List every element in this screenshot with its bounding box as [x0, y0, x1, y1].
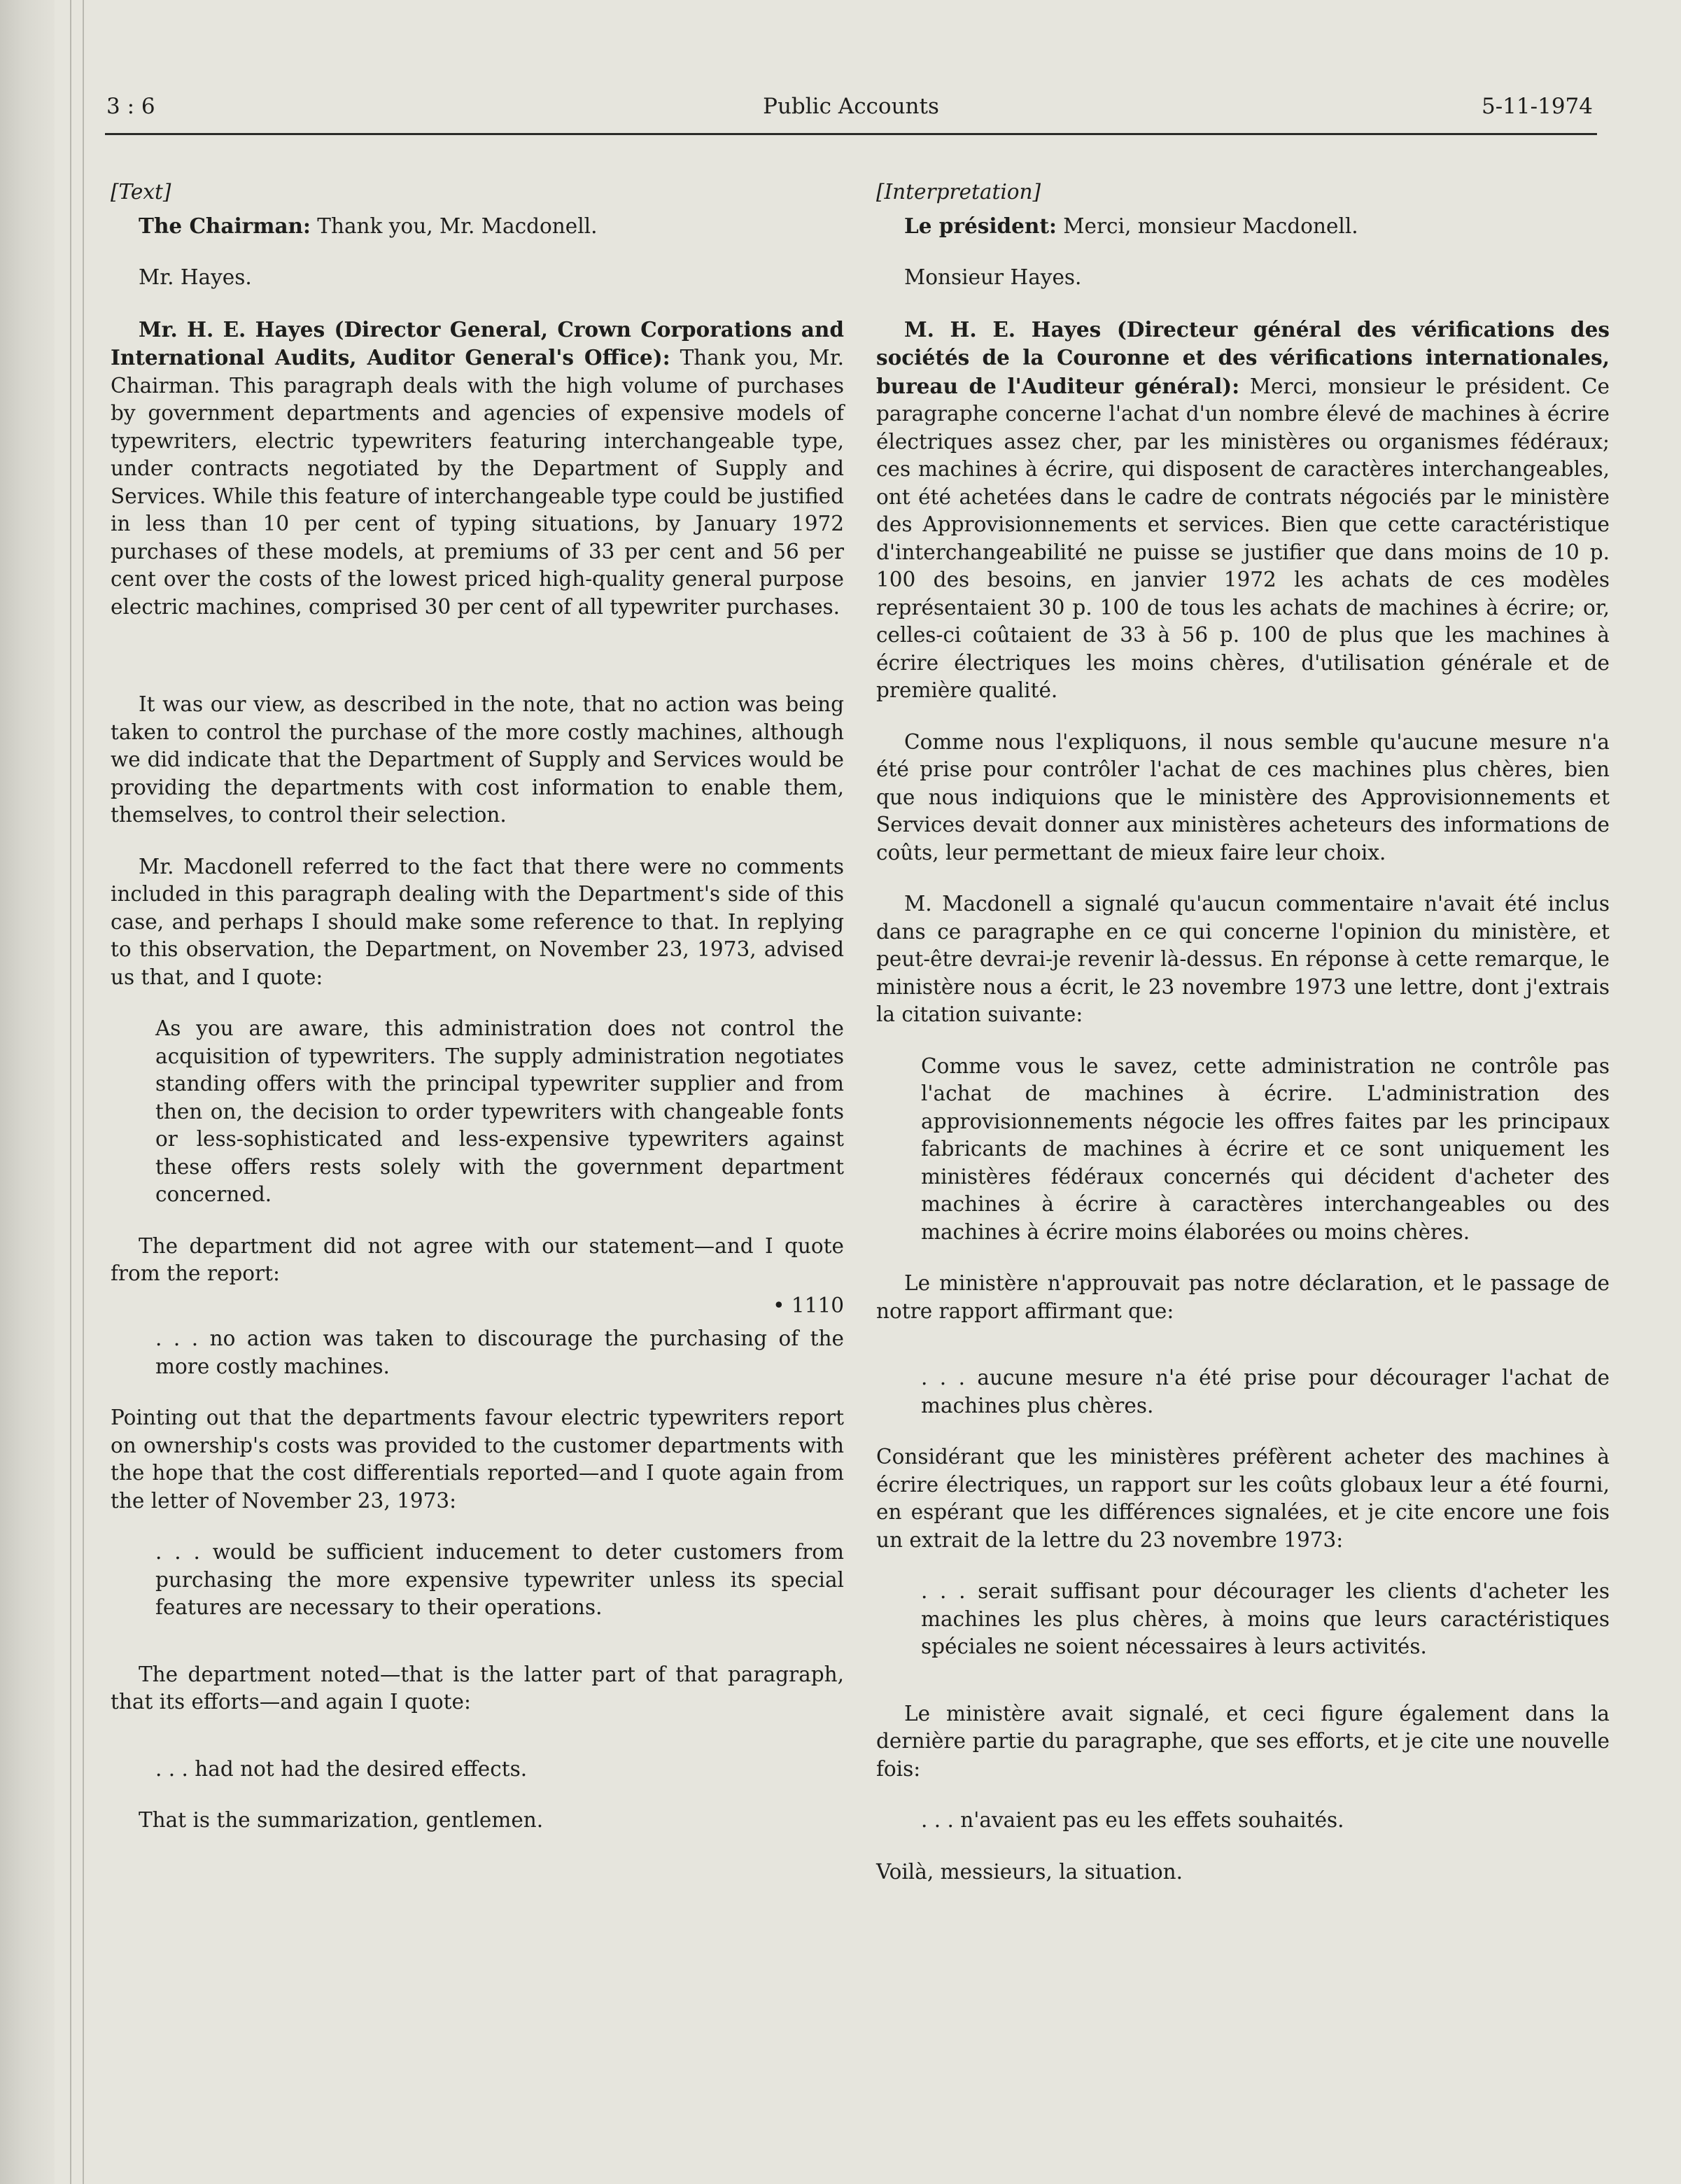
quote-aware: As you are aware, this administration does not control the acquisition of typewriters. The supply administration negotiates standing offers with the principal typewriter supplier and from then on, the decision to order typewriters with changeable fonts or less-sophisticated and less-expensive typewriters against these offers rests solely with the government department concerned. — [155, 1016, 844, 1206]
paragraph-pointing: Pointing out that the departments favour electric typewriters report on ownership's costs was provided to the customer departments with the hope that the cost differentials reported—and I quote again from the letter of November 23, 1973: — [111, 1406, 844, 1513]
speaker-name: Le président: — [904, 213, 1057, 238]
paragraph-voila: Voilà, messieurs, la situation. — [876, 1859, 1183, 1884]
page-binding-edge — [0, 0, 55, 2184]
speaker-name: The Chairman: — [139, 213, 311, 238]
interpretation-label: [Interpretation] — [876, 180, 1041, 204]
publication-title: Public Accounts — [763, 94, 939, 119]
statement-text: Merci, monsieur le président. Ce paragraphe concerne l'achat d'un nombre élevé de machines à écrire électriques assez cher, par les ministères ou organismes fédéraux; ces machines à écrire, qui disposent de caractères interchangeables, ont été achetées dans le cadre de contrats négociés par le ministère des Approvisionnements et services. Bien que cette caractéristique d'interchangeabilité ne puisse se justifier que dans moins de 10 p. 100 des besoins, en janvier 1972 les achats de ces modèles représentaient 30 p. 100 de tous les achats de machines à écrire; or, celles-ci coûtaient de 33 à 56 p. 100 de plus que les machines à écrire électriques les moins chères, d'utilisation générale et de première qualité. — [876, 374, 1610, 702]
english-column — [111, 178, 844, 1835]
quote-inducement: . . . would be sufficient inducement to deter customers from purchasing the more expensive typewriter unless its special features are necessary to their operations. — [155, 1540, 844, 1619]
quote-no-action: . . . no action was taken to discourage the purchasing of the more costly machines. — [155, 1326, 844, 1378]
hayes-statement — [111, 316, 844, 622]
chairman-statement — [111, 212, 844, 241]
paragraph-summary: That is the summarization, gentlemen. — [139, 1808, 544, 1832]
statement-text: Thank you, Mr. Chairman. This paragraph deals with the high volume of purchases by government departments and agencies of expensive models of typewriters, electric typewriters featuring interchangeable type, under contracts negotiated by the Department of Supply and Services. While this feature of interchangeable type could be justified in less than 10 per cent of typing situations, by January 1972 purchases of these models, at premiums of 33 per cent and 56 per cent over the costs of the lowest priced high-quality general purpose electric machines, comprised 30 per cent of all typewriter purchases. — [111, 346, 844, 619]
paragraph-macdonell: Mr. Macdonell referred to the fact that there were no comments included in this paragraph dealing with the Department's side of this case, and perhaps I should make some reference to that. In replying to this observation, the Department, on November 23, 1973, advised us that, and I quote: — [111, 854, 844, 989]
monsieur-hayes-line: Monsieur Hayes. — [904, 265, 1082, 289]
french-column — [876, 178, 1610, 1886]
text-label: [Text] — [111, 180, 171, 204]
speaker-name: M. H. E. Hayes (Directeur général des vérifications des sociétés de la Couronne et des vérifications internationales, bureau de l'Auditeur général): — [876, 316, 1610, 398]
speaker-name: Mr. H. E. Hayes (Director General, Crown Corporations and International Audits, Auditor General's Office): — [111, 316, 844, 370]
session-date: 5-11-1974 — [1481, 94, 1593, 119]
paragraph-signale: Le ministère avait signalé, et ceci figure également dans la dernière partie du paragraphe, que ses efforts, et je cite une nouvelle fois: — [876, 1701, 1610, 1781]
statement-text: Merci, monsieur Macdonell. — [1056, 214, 1358, 238]
paragraph-approuvait: Le ministère n'approuvait pas notre déclaration, et le passage de notre rapport affirmant que: — [876, 1271, 1610, 1323]
page-header — [105, 87, 1597, 135]
paragraph-macdonell-fr: M. Macdonell a signalé qu'aucun commentaire n'avait été inclus dans ce paragraphe en ce qui concerne l'opinion du ministère, et peut-être devrai-je revenir là-dessus. En réponse à cette remarque, le ministère nous a écrit, le 23 novembre 1973 une lettre, dont j'extrais la citation suivante: — [876, 892, 1610, 1026]
quote-effets: . . . n'avaient pas eu les effets souhaités. — [921, 1808, 1344, 1832]
paragraph-expliquons: Comme nous l'expliquons, il nous semble qu'aucune mesure n'a été prise pour contrôler l'achat de ces machines plus chères, bien que nous indiquions que le ministère des Approvisionnements et Services devait donner aux ministères acheteurs des informations de coûts, leur permettant de mieux faire leur choix. — [876, 729, 1610, 864]
paragraph-noted: The department noted—that is the latter part of that paragraph, that its efforts—and again I quote: — [111, 1662, 844, 1714]
time-marker: • 1110 — [773, 1293, 844, 1317]
quote-effects: . . . had not had the desired effects. — [155, 1756, 528, 1781]
page-number: 3 : 6 — [106, 94, 155, 119]
president-statement — [876, 212, 1610, 241]
quote-aucune: . . . aucune mesure n'a été prise pour décourager l'achat de machines plus chères. — [921, 1366, 1610, 1418]
hayes-statement-fr — [876, 316, 1610, 705]
binding-line — [70, 0, 71, 2184]
paragraph-disagree: The department did not agree with our statement—and I quote from the report: — [111, 1233, 844, 1285]
quote-savez: Comme vous le savez, cette administration ne contrôle pas l'achat de machines à écrire. L'administration des approvisionnements négocie les offres faites par les principaux fabricants de machines à écrire et ce sont uniquement les ministères fédéraux concernés qui décident d'acheter des machines à écrire à caractères interchangeables ou des machines à écrire moins élaborées ou moins chères. — [921, 1054, 1610, 1244]
binding-line — [83, 0, 84, 2184]
mr-hayes-line: Mr. Hayes. — [139, 265, 252, 289]
quote-suffisant: . . . serait suffisant pour décourager les clients d'acheter les machines les plus chères, à moins que leurs caractéristiques spéciales ne soient nécessaires à leurs activités. — [921, 1579, 1610, 1658]
paragraph-view: It was our view, as described in the note, that no action was being taken to control the purchase of the more costly machines, although we did indicate that the Department of Supply and Services would be providing the departments with cost information to enable them, themselves, to control their selection. — [111, 692, 844, 827]
statement-text: Thank you, Mr. Macdonell. — [310, 214, 598, 238]
paragraph-considerant: Considérant que les ministères préfèrent acheter des machines à écrire électriques, un rapport sur les coûts globaux leur a été fourni, en espérant que les différences signalées, et je cite encore une fois un extrait de la lettre du 23 novembre 1973: — [876, 1445, 1610, 1552]
